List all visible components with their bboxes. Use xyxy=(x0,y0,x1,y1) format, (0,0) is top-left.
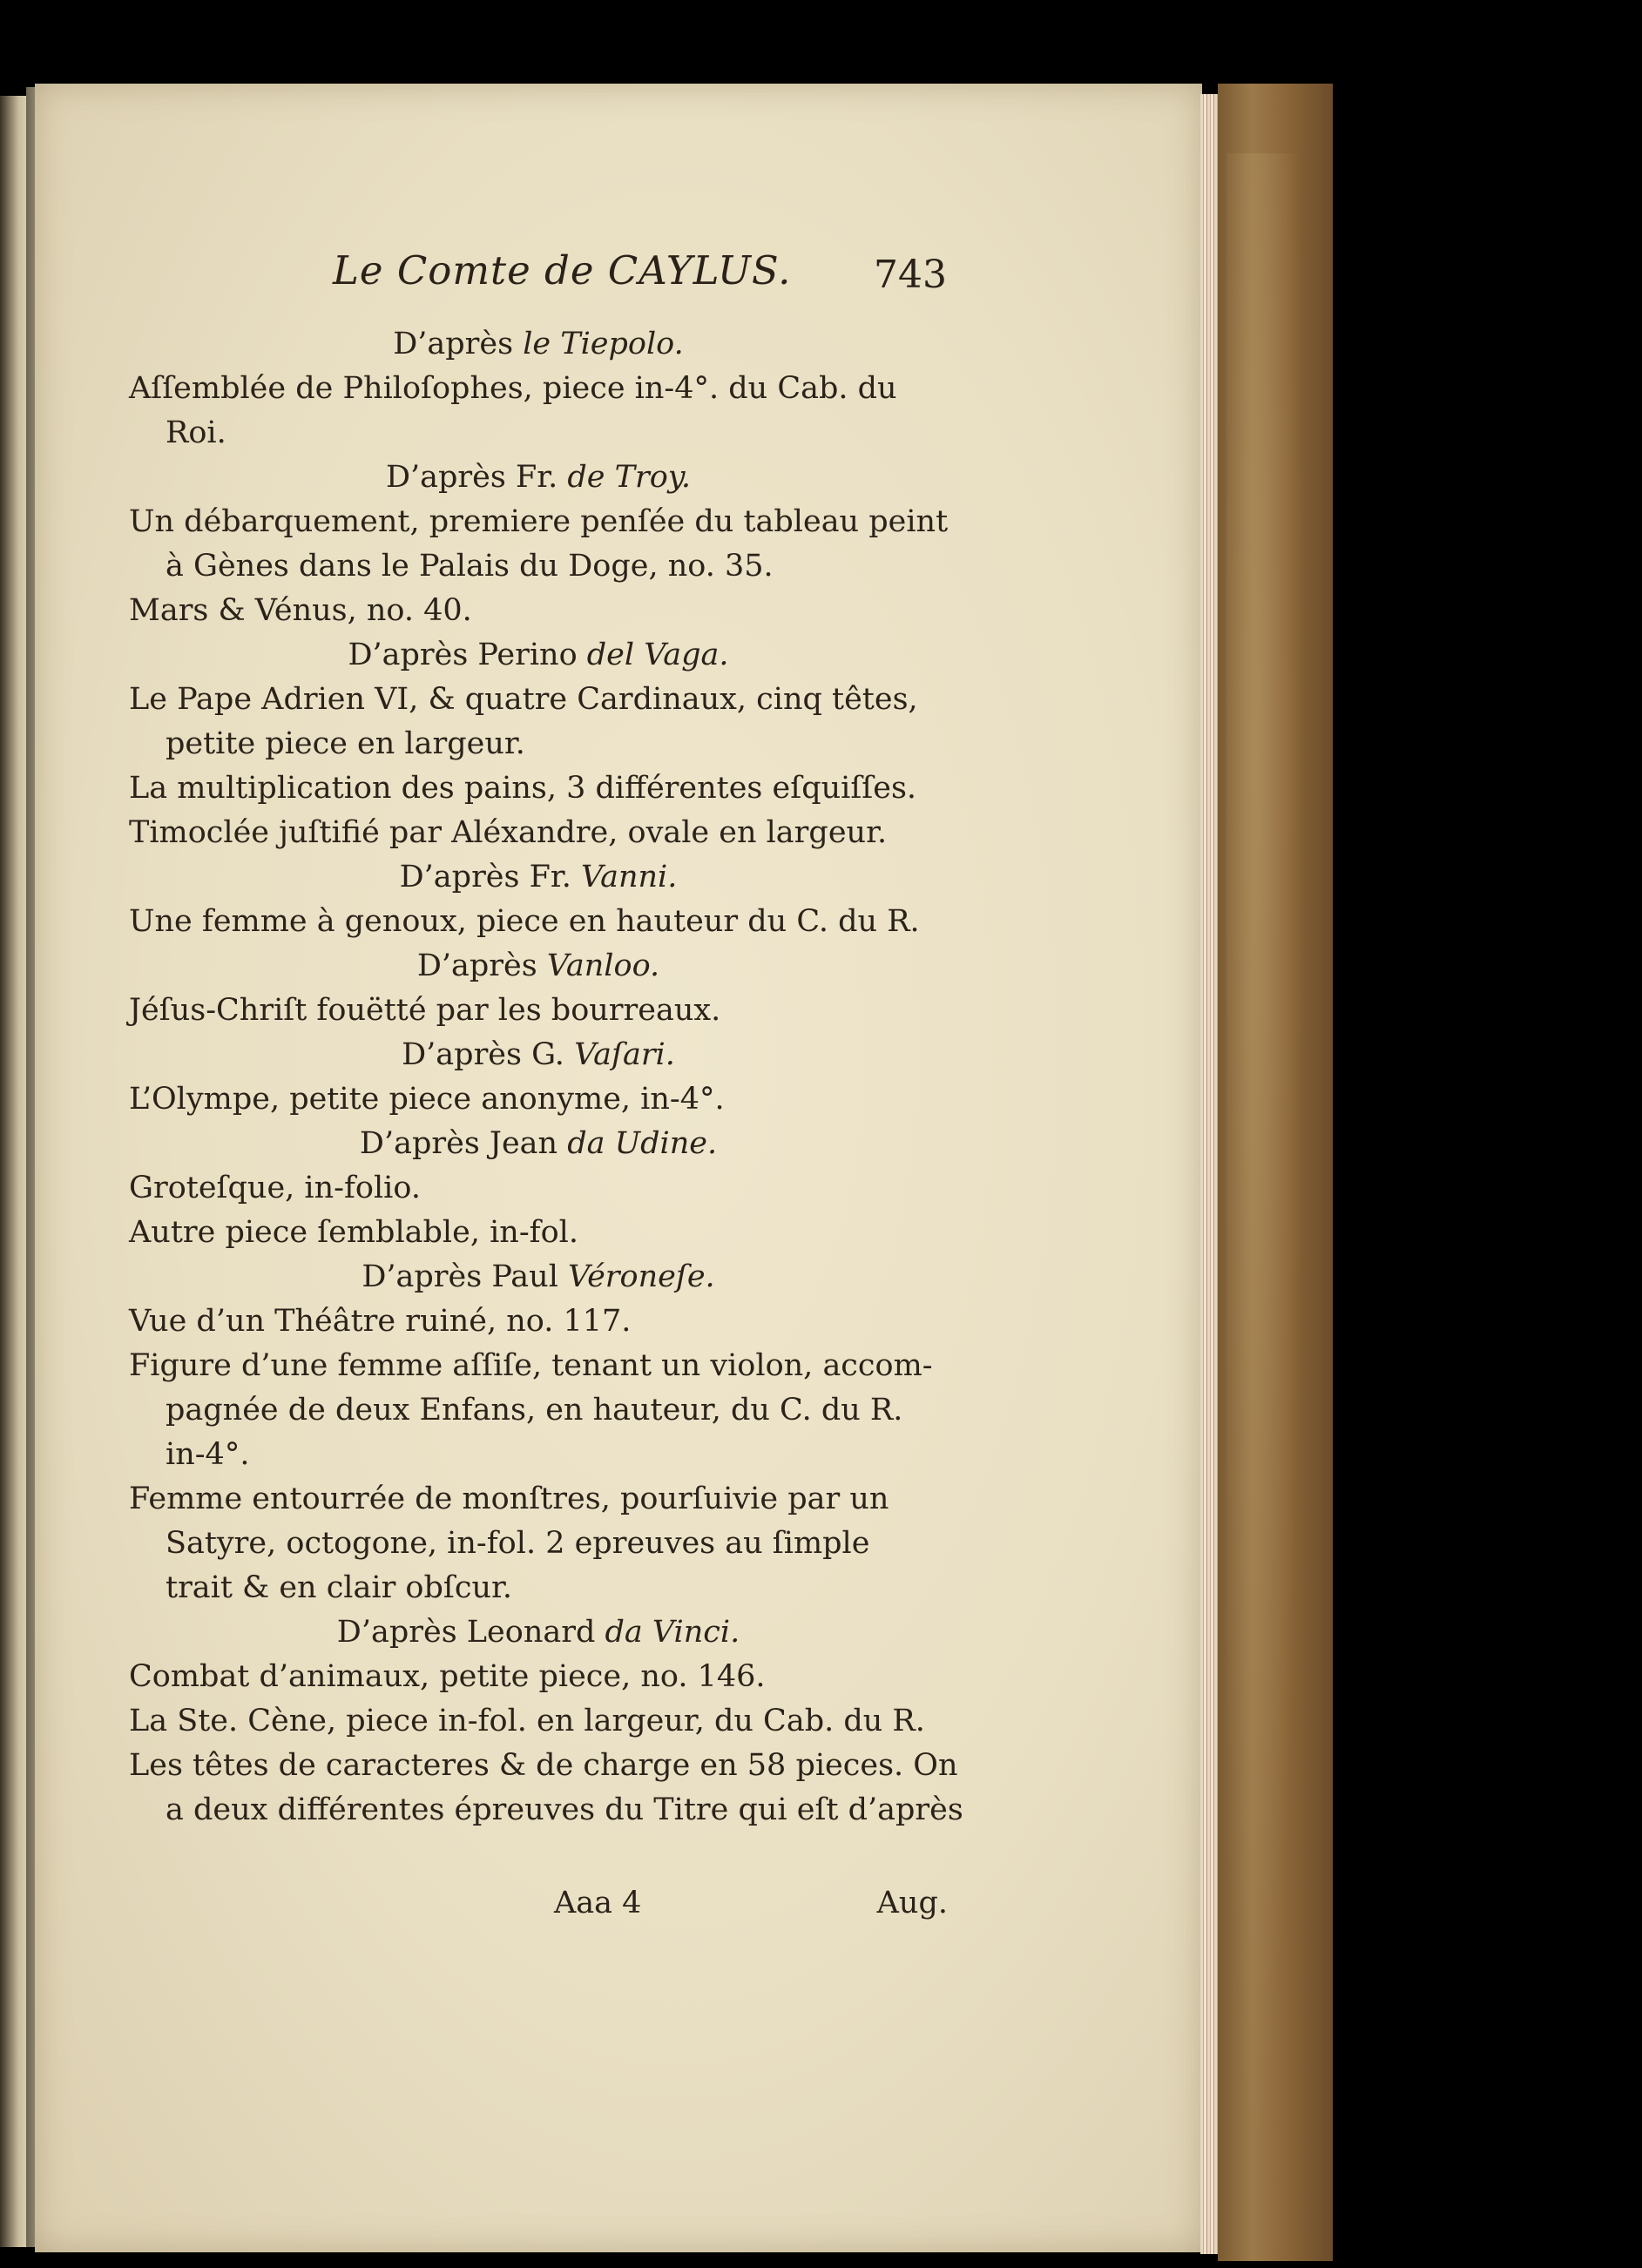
entry-continuation: à Gènes dans le Palais du Doge, no. 35. xyxy=(166,549,774,584)
catalogue-entry: La multiplication des pains, 3 différentes eſquiſſes. xyxy=(129,771,917,806)
catalogue-entry: Les têtes de caracteres & de charge en 58 pieces. On xyxy=(129,1748,958,1783)
heading-prefix: D’après Leonard xyxy=(336,1615,605,1650)
catchword: Aug. xyxy=(876,1886,948,1920)
catalogue-entry: Une femme à genoux, piece en hauteur du C. du R. xyxy=(129,904,920,939)
artist-name: Véroneſe. xyxy=(568,1259,715,1294)
running-head xyxy=(0,235,1642,305)
catalogue-entry: Jéſus-Chriſt fouëtté par les bourreaux. xyxy=(129,993,721,1028)
signature-mark: Aaa 4 xyxy=(554,1886,642,1920)
catalogue-text xyxy=(129,322,963,1833)
entry-continuation: petite piece en largeur. xyxy=(166,726,525,761)
entry-continuation: a deux différentes épreuves du Titre qui eſt d’après xyxy=(166,1792,963,1827)
catalogue-entry: Combat d’animaux, petite piece, no. 146. xyxy=(129,1659,766,1694)
heading-prefix: D’après Fr. xyxy=(385,460,568,495)
artist-heading xyxy=(129,322,948,367)
page-number: 743 xyxy=(874,253,947,297)
heading-prefix: D’après Jean xyxy=(359,1126,568,1161)
artist-name: Vaſari. xyxy=(574,1037,675,1072)
catalogue-entry: Mars & Vénus, no. 40. xyxy=(129,593,472,628)
heading-prefix: D’après Perino xyxy=(348,638,587,672)
artist-name: le Tiepolo. xyxy=(523,327,684,361)
artist-name: da Vinci. xyxy=(605,1615,740,1650)
catalogue-entry: La Ste. Cène, piece in-fol. en largeur, du Cab. du R. xyxy=(129,1704,925,1738)
catalogue-entry: Un débarquement, premiere penſée du tableau peint xyxy=(129,504,949,539)
artist-heading xyxy=(129,855,948,900)
catalogue-entry: Timoclée juſtifié par Aléxandre, ovale en largeur. xyxy=(129,815,888,850)
catalogue-entry: Le Pape Adrien VI, & quatre Cardinaux, cinq têtes, xyxy=(129,682,918,717)
heading-prefix: D’après xyxy=(416,948,547,983)
heading-prefix: D’après G. xyxy=(402,1037,575,1072)
catalogue-entry: Femme entourrée de monſtres, pourſuivie par un xyxy=(129,1482,889,1516)
entry-continuation: trait & en clair obſcur. xyxy=(166,1570,513,1605)
catalogue-entry: Figure d’une femme aſſiſe, tenant un violon, accom- xyxy=(129,1348,933,1383)
artist-name: de Troy. xyxy=(567,460,692,495)
artist-name: da Udine. xyxy=(567,1126,718,1161)
artist-name: Vanni. xyxy=(581,860,678,894)
catalogue-entry: Aſſemblée de Philoſophes, piece in-4°. du Cab. du xyxy=(129,371,897,406)
entry-continuation: Satyre, octogone, in-fol. 2 epreuves au ſimple xyxy=(166,1526,870,1561)
artist-heading xyxy=(129,633,948,678)
entry-continuation: pagnée de deux Enfans, en hauteur, du C. du R. xyxy=(166,1393,903,1428)
catalogue-entry: L’Olympe, petite piece anonyme, in-4°. xyxy=(129,1082,725,1117)
page-edges xyxy=(1200,94,1220,2254)
artist-name: Vanloo. xyxy=(546,948,660,983)
catalogue-entry: Autre piece ſemblable, in-fol. xyxy=(129,1215,578,1250)
page-footer xyxy=(129,1881,948,1926)
cover-board xyxy=(1218,84,1333,2261)
artist-heading xyxy=(129,1122,948,1166)
artist-heading xyxy=(129,1033,948,1077)
artist-heading xyxy=(129,456,948,500)
artist-name: del Vaga. xyxy=(586,638,729,672)
artist-heading xyxy=(129,1255,948,1299)
entry-continuation: in-4°. xyxy=(166,1437,250,1472)
heading-prefix: D’après Fr. xyxy=(399,860,582,894)
running-title: Le Comte de CAYLUS. xyxy=(333,247,792,294)
heading-prefix: D’après Paul xyxy=(362,1259,569,1294)
artist-heading xyxy=(129,944,948,989)
heading-prefix: D’après xyxy=(393,327,524,361)
catalogue-entry: Groteſque, in-folio. xyxy=(129,1171,421,1205)
artist-heading xyxy=(129,1610,948,1655)
entry-continuation: Roi. xyxy=(166,415,226,450)
catalogue-entry: Vue d’un Théâtre ruiné, no. 117. xyxy=(129,1304,632,1339)
